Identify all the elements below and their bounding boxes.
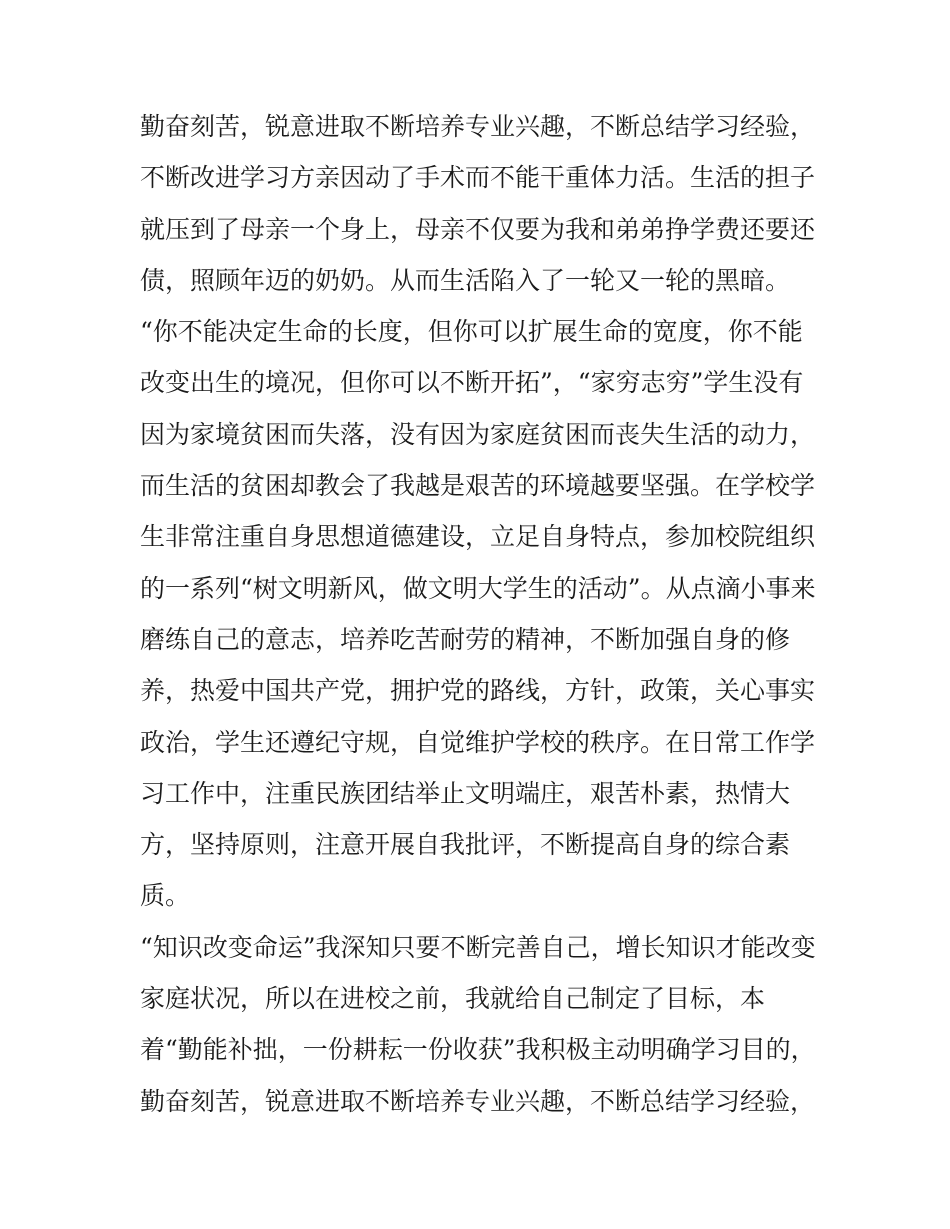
text-line: “你不能决定生命的长度，但你可以扩展生命的宽度，你不能 (140, 317, 803, 347)
text-line: 家庭状况，所以在进校之前，我就给自己制定了目标，本 (140, 984, 766, 1014)
text-line: 养，热爱中国共产党，拥护党的路线，方针，政策，关心事实 (140, 676, 816, 706)
document-body (140, 101, 830, 1127)
text-line: 方，坚持原则，注意开展自我批评，不断提高自身的综合素 (140, 830, 791, 860)
text-line: 质。 (140, 881, 191, 911)
text-line: 不断改进学习方亲因动了手术而不能干重体力活。生活的担子 (140, 163, 816, 193)
text-line: 勤奋刻苦，锐意进取不断培养专业兴趣，不断总结学习经验， (140, 112, 816, 141)
text-line: 生非常注重自身思想道德建设，立足自身特点，参加校院组织 (140, 522, 816, 552)
text-line: 因为家境贫困而失落，没有因为家庭贫困而丧失生活的动力， (140, 419, 816, 449)
text-line: 磨练自己的意志，培养吃苦耐劳的精神，不断加强自身的修 (140, 624, 791, 654)
text-line: 着“勤能补拙，一份耕耘一份收获”我积极主动明确学习目的， (140, 1035, 816, 1065)
text-line: 习工作中，注重民族团结举止文明端庄，艰苦朴素，热情大 (140, 778, 791, 808)
text-line: “知识改变命运”我深知只要不断完善自己，增长知识才能改变 (140, 932, 816, 962)
text-line: 债，照顾年迈的奶奶。从而生活陷入了一轮又一轮的黑暗。 (140, 265, 791, 295)
text-line: 就压到了母亲一个身上，母亲不仅要为我和弟弟挣学费还要还 (140, 214, 816, 244)
text-line: 而生活的贫困却教会了我越是艰苦的环境越要坚强。在学校学 (140, 471, 816, 501)
text-line: 勤奋刻苦，锐意进取不断培养专业兴趣，不断总结学习经验， (140, 1086, 816, 1116)
text-line: 政治，学生还遵纪守规，自觉维护学校的秩序。在日常工作学 (140, 727, 816, 757)
text-line: 的一系列“树文明新风，做文明大学生的活动”。从点滴小事来 (140, 573, 816, 603)
text-line: 改变出生的境况，但你可以不断开拓”，“家穷志穷”学生没有 (140, 368, 804, 398)
